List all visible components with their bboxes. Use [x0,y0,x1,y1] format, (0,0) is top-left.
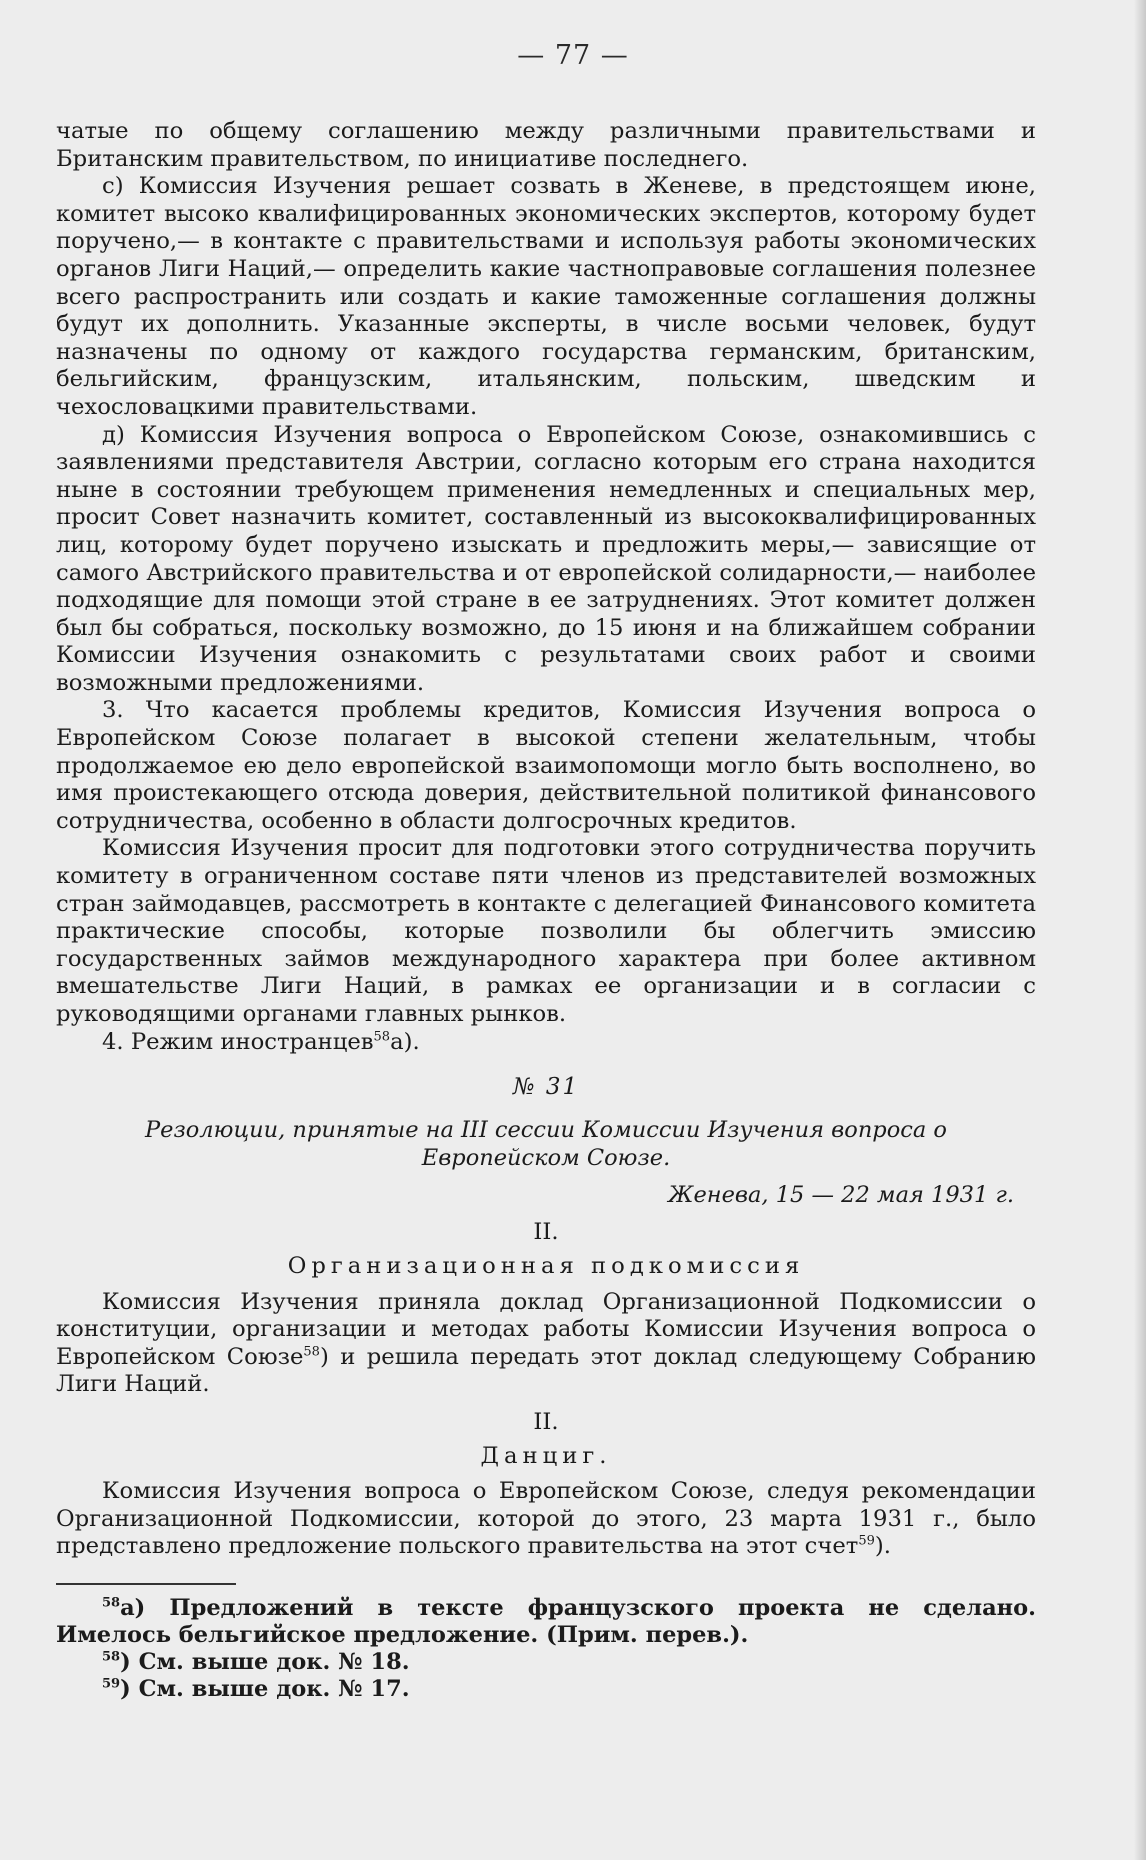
document-place-date: Женева, 15 — 22 мая 1931 г. [668,1181,1014,1208]
paragraph-commission-request: Комиссия Изучения просит для подготовки этого сотрудничества поручить комитету в ограниченном составе пяти членов из представителей возможных стран займодавцев, рассмотреть в контакте с делегацией Финансового комитета практические способы, которые позволили бы облегчить эмиссию государственных займов международного характера при более активном вмешательстве Лиги Наций, в рамках ее организации и в согласии с руководящими органами главных рынков. [56,835,1036,1027]
footnote-ref-59: 59 [858,1533,875,1549]
section-1-title: Организационная подкомиссия [287,1252,805,1279]
scan-edge [1134,0,1146,1860]
section-2-text-a: Комиссия Изучения вопроса о Европейском Союзе, следуя рекомендации Организационной Подкомиссии, которой до этого, 23 марта 1931 г., было представлено предложение польского правительства на этот счет [56,1478,1036,1560]
section-2-text [56,1478,1036,1561]
section-1-numeral: II. [533,1219,559,1246]
footnote-ref-58a: 58 [373,1029,391,1045]
section-1-text [56,1289,1036,1399]
document-title: Резолюции, принятые на III сессии Комиссии Изучения вопроса о Европейском Союзе. [145,1116,947,1171]
footnote-divider [56,1583,236,1585]
paragraph-4-text: 4. Режим иностранцев [102,1028,374,1055]
section-1-text-b: ) и решила передать этот доклад следующему Собранию Лиги Наций. [56,1343,1036,1398]
document-number: № 31 [512,1074,580,1101]
footnote-58a-text: а) Предложений в тексте французского проекта не сделано. Имелось бельгийское предложение. (Прим. перев.). [56,1594,1036,1648]
footnote-59 [56,1676,1036,1703]
footnote-ref-58: 58 [303,1344,320,1360]
footnote-59-mark: 59 [102,1676,121,1692]
footnotes [56,1595,1036,1703]
paragraph-3: 3. Что касается проблемы кредитов, Комиссия Изучения вопроса о Европейском Союзе полагает в высокой степени желательным, чтобы продолжаемое ею дело европейской взаимопомощи могло быть восполнено, во имя проистекающего отсюда доверия, действительной политикой финансового сотрудничества, особенно в области долгосрочных кредитов. [56,697,1036,834]
section-1-text-a: Комиссия Изучения приняла доклад Организационной Подкомиссии о конституции, организации и методах работы Комиссии Изучения вопроса о Европейском Союзе [56,1288,1036,1370]
body-text [56,118,1036,1703]
paragraph-c: с) Комиссия Изучения решает созвать в Женеве, в предстоящем июне, комитет высоко квалифицированных экономических экспертов, которому будет поручено,— в контакте с правительствами и используя работы экономических органов Лиги Наций,— определить какие частноправовые соглашения полезнее всего распространить или создать и какие таможенные соглашения должны будут их дополнить. Указанные эксперты, в числе восьми человек, будут назначены по одному от каждого государства германским, британским, бельгийским, французским, итальянским, польским, шведским и чехословацкими правительствами. [56,173,1036,420]
section-2-text-b: ). [874,1533,891,1560]
footnote-58a-mark: 58 [102,1595,121,1611]
section-2-title: Данциг. [480,1442,612,1469]
paragraph-4-tail: а). [390,1028,420,1055]
section-2-numeral: II. [533,1408,559,1435]
paragraph-4 [56,1029,1036,1057]
footnote-59-text: ) См. выше док. № 17. [120,1675,410,1702]
footnote-58-mark: 58 [102,1649,121,1665]
footnote-58-text: ) См. выше док. № 18. [120,1648,410,1675]
paragraph-d: д) Комиссия Изучения вопроса о Европейском Союзе, ознакомившись с заявлениями представителя Австрии, согласно которым его страна находится ныне в состоянии требующем применения немедленных и специальных мер, просит Совет назначить комитет, составленный из высококвалифицированных лиц, которому будет поручено изыскать и предложить меры,— зависящие от самого Австрийского правительства и от европейской солидарности,— наиболее подходящие для помощи этой стране в ее затруднениях. Этот комитет должен был бы собраться, поскольку возможно, до 15 июня и на ближайшем собрании Комиссии Изучения ознакомить с результатами своих работ и своими возможными предложениями. [56,421,1036,696]
paragraph-continuation: чатые по общему соглашению между различными правительствами и Британским правительством, по инициативе последнего. [56,118,1036,172]
footnote-58 [56,1649,1036,1676]
footnote-58a [56,1595,1036,1649]
page-number: — 77 — [517,40,629,71]
